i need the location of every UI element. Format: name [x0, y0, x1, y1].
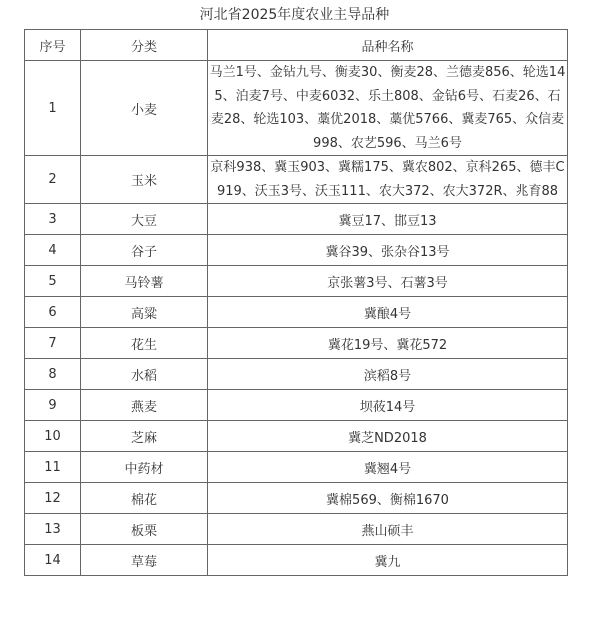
row-category: 草莓: [81, 545, 208, 576]
table-row: [25, 156, 568, 204]
row-category: 小麦: [81, 61, 208, 156]
document-title: 河北省2025年度农业主导品种: [199, 7, 390, 23]
varieties-table: [24, 29, 568, 576]
row-category: 花生: [81, 328, 208, 359]
row-number: 6: [25, 297, 81, 328]
table-row: [25, 483, 568, 514]
row-varieties: 冀翘4号: [208, 452, 568, 483]
row-number: 14: [25, 545, 81, 576]
row-number: 2: [25, 156, 81, 204]
row-varieties: 坝莜14号: [208, 390, 568, 421]
table-row: [25, 61, 568, 156]
row-number: 12: [25, 483, 81, 514]
table-row: [25, 359, 568, 390]
row-number: 10: [25, 421, 81, 452]
row-number: 3: [25, 204, 81, 235]
table-row: [25, 421, 568, 452]
header-number: 序号: [25, 30, 81, 61]
table-row: [25, 452, 568, 483]
row-varieties: 冀棉569、衡棉1670: [208, 483, 568, 514]
row-varieties: 滨稻8号: [208, 359, 568, 390]
row-varieties: 冀九: [208, 545, 568, 576]
table-row: [25, 266, 568, 297]
row-category: 棉花: [81, 483, 208, 514]
table-header-row: [25, 30, 568, 61]
header-variety-names: 品种名称: [208, 30, 568, 61]
row-varieties: 冀花19号、冀花572: [208, 328, 568, 359]
row-number: 8: [25, 359, 81, 390]
row-category: 板栗: [81, 514, 208, 545]
row-category: 高粱: [81, 297, 208, 328]
row-number: 7: [25, 328, 81, 359]
row-number: 4: [25, 235, 81, 266]
table-row: [25, 390, 568, 421]
table-row: [25, 545, 568, 576]
row-varieties: 马兰1号、金钻九号、衡麦30、衡麦28、兰德麦856、轮选145、泊麦7号、中麦6032、乐土808、金钻6号、石麦26、石麦28、轮选103、藁优2018、藁优5766、冀麦765、众信麦998、农艺596、马兰6号: [208, 61, 568, 156]
row-number: 9: [25, 390, 81, 421]
row-varieties: 京张薯3号、石薯3号: [208, 266, 568, 297]
table-row: [25, 235, 568, 266]
row-varieties: 燕山硕丰: [208, 514, 568, 545]
row-varieties: 冀酿4号: [208, 297, 568, 328]
row-number: 1: [25, 61, 81, 156]
header-category: 分类: [81, 30, 208, 61]
row-varieties: 京科938、冀玉903、冀糯175、冀农802、京科265、德丰C919、沃玉3号、沃玉111、农大372、农大372R、兆育88: [208, 156, 568, 204]
row-number: 13: [25, 514, 81, 545]
row-category: 马铃薯: [81, 266, 208, 297]
row-varieties: 冀谷39、张杂谷13号: [208, 235, 568, 266]
row-category: 玉米: [81, 156, 208, 204]
table-row: [25, 204, 568, 235]
row-category: 谷子: [81, 235, 208, 266]
row-category: 中药材: [81, 452, 208, 483]
row-category: 大豆: [81, 204, 208, 235]
row-number: 11: [25, 452, 81, 483]
row-number: 5: [25, 266, 81, 297]
row-varieties: 冀豆17、邯豆13: [208, 204, 568, 235]
row-category: 燕麦: [81, 390, 208, 421]
table-row: [25, 514, 568, 545]
table-row: [25, 297, 568, 328]
table-row: [25, 328, 568, 359]
row-varieties: 冀芝ND2018: [208, 421, 568, 452]
row-category: 芝麻: [81, 421, 208, 452]
row-category: 水稻: [81, 359, 208, 390]
